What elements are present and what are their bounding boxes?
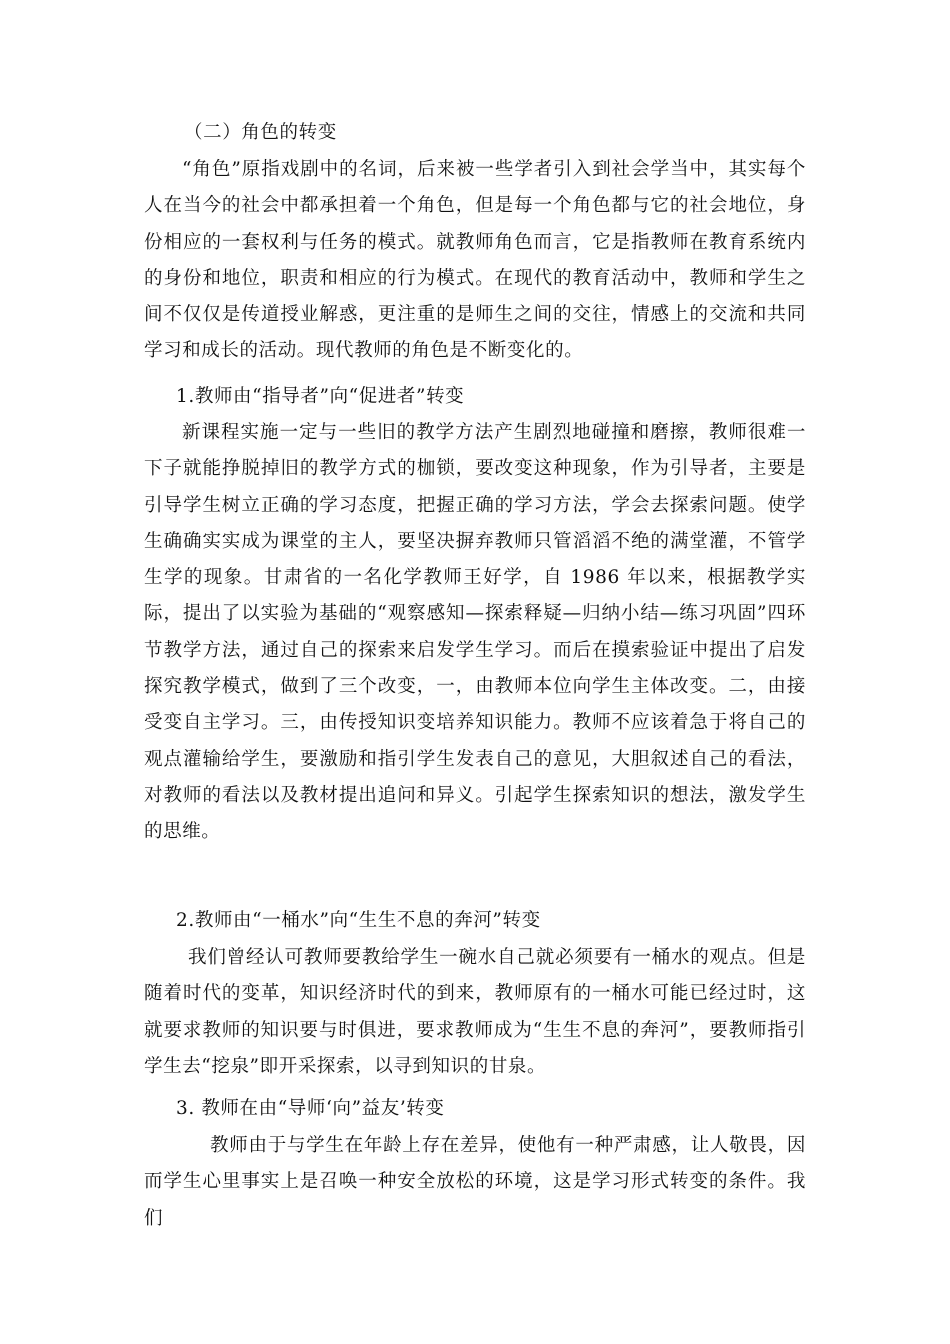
subsection-2-heading: 2.教师由“一桶水”向“生生不息的奔河”转变 xyxy=(176,910,541,931)
subsection-3-heading: 3. 教师在由“导师‘向”益友’转变 xyxy=(176,1098,445,1119)
subsection-1-heading: 1.教师由“指导者”向“促进者”转变 xyxy=(176,386,465,407)
section-heading: （二）角色的转变 xyxy=(184,122,337,143)
subsection-1-paragraph: 新课程实施一定与一些旧的教学方法产生剧烈地碰撞和磨擦，教师很难一下子就能挣脱掉旧的教学方式的枷锁，要改变这种现象，作为引导者，主要是引导学生树立正确的学习态度，把握正确的学习方法，学会去探索问题。使学生确确实实成为课堂的主人，要坚决摒弃教师只管滔滔不绝的满堂灌，不管学生学的现象。甘肃省的一名化学教师王好学，自 1986 年以来，根据教学实际，提出了以实验为基础的“观察感知—探索释疑—归纳小结—练习巩固”四环节教学方法，通过自己的探索来启发学生学习。而后在摸索验证中提出了启发探究教学模式，做到了三个改变，一，由教师本位向学生主体改变。二，由接受变自主学习。三，由传授知识变培养知识能力。教师不应该着急于将自己的观点灌输给学生，要激励和指引学生发表自己的意见，大胆叙述自己的看法，对教师的看法以及教材提出追问和异义。引起学生探索知识的想法，激发学生的思维。 xyxy=(144,422,806,843)
subsection-2-paragraph: 我们曾经认可教师要教给学生一碗水自己就必须要有一桶水的观点。但是随着时代的变革，知识经济时代的到来，教师原有的一桶水可能已经过时，这就要求教师的知识要与时俱进，要求教师成为“生生不息的奔河”，要教师指引学生去“挖泉”即开采探索，以寻到知识的甘泉。 xyxy=(144,947,806,1077)
section-intro-paragraph: “角色”原指戏剧中的名词，后来被一些学者引入到社会学当中，其实每个人在当今的社会中都承担着一个角色，但是每一个角色都与它的社会地位，身份相应的一套权利与任务的模式。就教师角色而言，它是指教师在教育系统内的身份和地位，职责和相应的行为模式。在现代的教育活动中，教师和学生之间不仅仅是传道授业解惑，更注重的是师生之间的交往，情感上的交流和共同学习和成长的活动。现代教师的角色是不断变化的。 xyxy=(144,159,806,362)
subsection-3-paragraph: 教师由于与学生在年龄上存在差异，使他有一种严肃感，让人敬畏，因而学生心里事实上是召唤一种安全放松的环境，这是学习形式转变的条件。我们 xyxy=(144,1135,806,1229)
